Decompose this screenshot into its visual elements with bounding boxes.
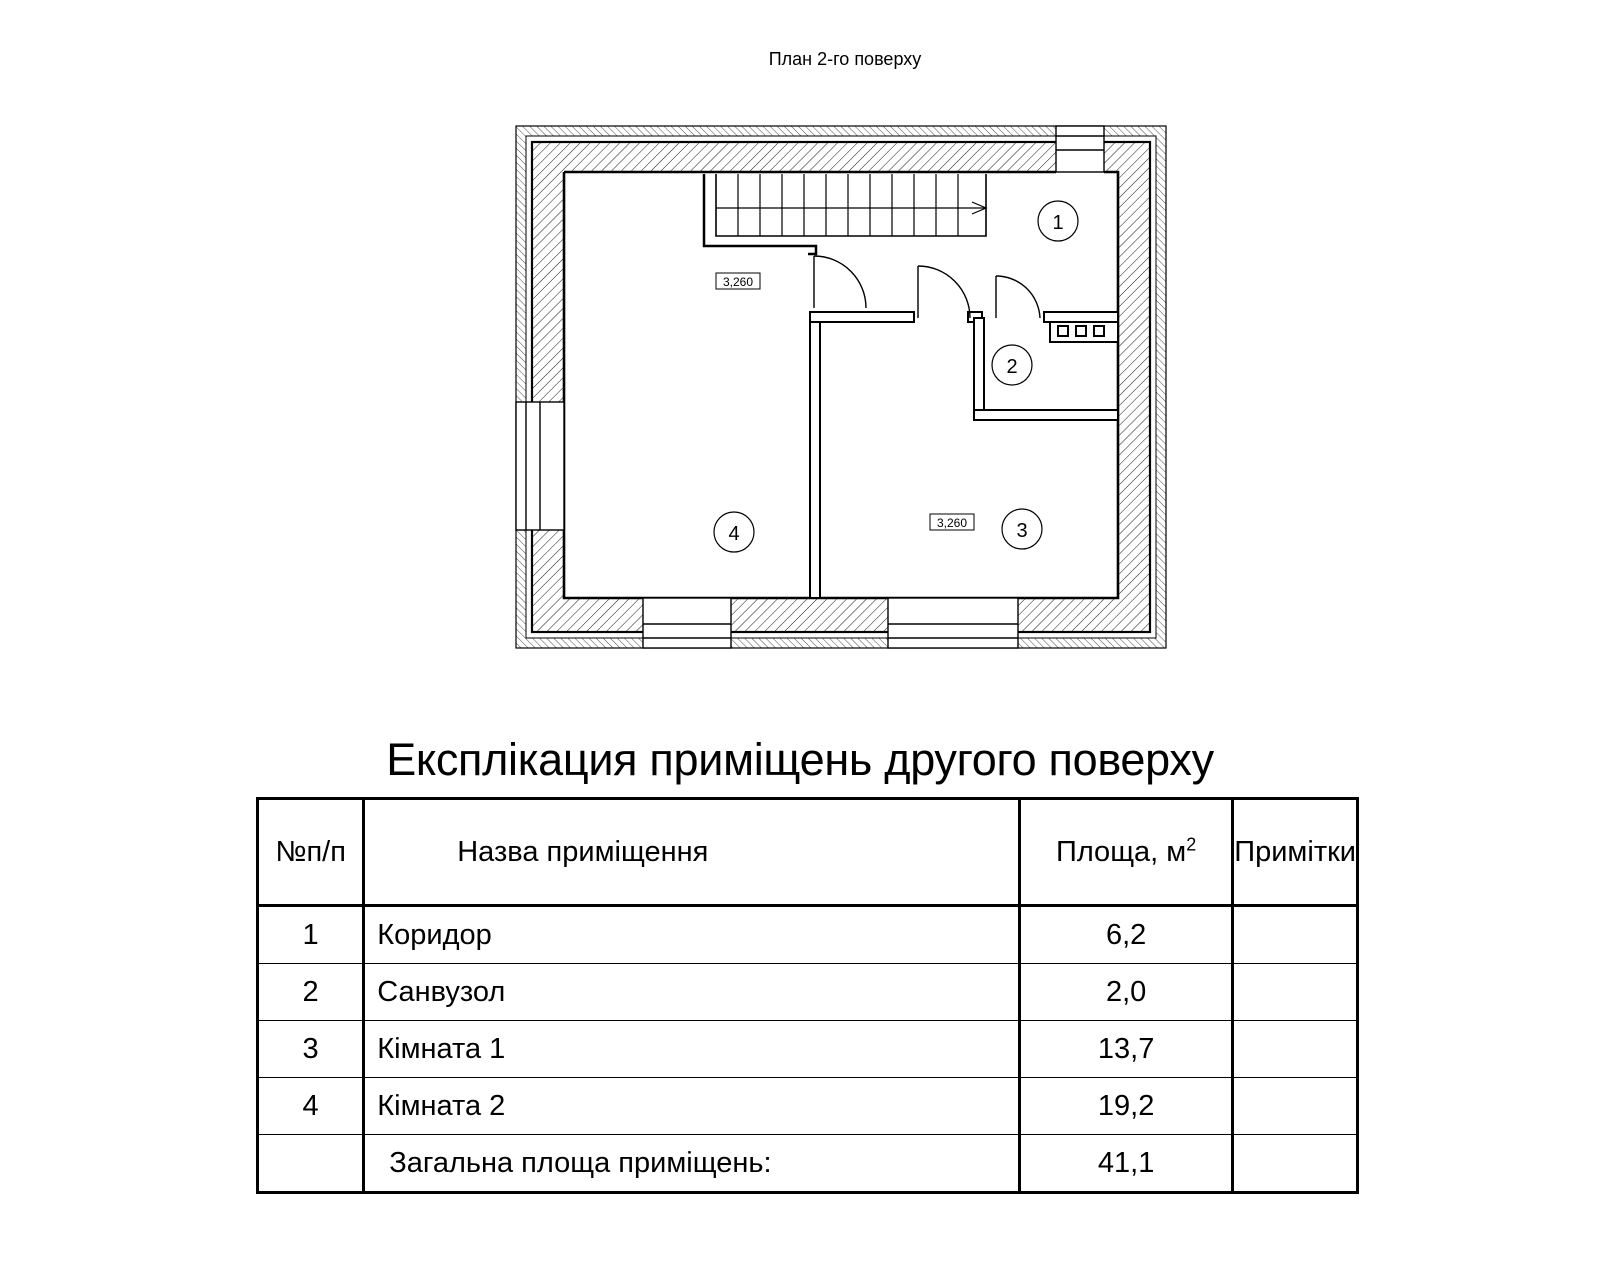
header-notes: Примітки: [1233, 799, 1358, 906]
header-area-sup: 2: [1186, 833, 1197, 854]
row-num: 1: [258, 906, 364, 964]
total-num: [258, 1135, 364, 1193]
table-row: [258, 906, 1358, 964]
room-marker-1: [1038, 201, 1078, 241]
table-total-row: [258, 1135, 1358, 1193]
row-area: 2,0: [1019, 964, 1232, 1021]
room-marker-2: [992, 345, 1032, 385]
room-marker-label: 2: [1006, 356, 1018, 378]
header-num: №п/п: [258, 799, 364, 906]
level-mark-text: 3,260: [936, 516, 968, 530]
plan-title: План 2-го поверху: [768, 49, 922, 69]
table-row: [258, 964, 1358, 1021]
vent-ducts: [1058, 326, 1104, 336]
explication-table: [256, 797, 1359, 1194]
total-area: 41,1: [1019, 1135, 1232, 1193]
table-title: Експлікация приміщень другого поверху: [386, 734, 1214, 785]
row-notes: [1233, 906, 1358, 964]
row-name: Кімната 1: [364, 1021, 1020, 1078]
row-notes: [1233, 1078, 1358, 1135]
row-notes: [1233, 1021, 1358, 1078]
room-marker-label: 4: [728, 523, 740, 545]
total-notes: [1233, 1135, 1358, 1193]
row-num: 4: [258, 1078, 364, 1135]
room-marker-3: [1002, 509, 1042, 549]
level-mark-text: 3,260: [722, 275, 754, 289]
level-mark-2: [930, 514, 974, 530]
table-row: [258, 1021, 1358, 1078]
row-area: 6,2: [1019, 906, 1232, 964]
room-marker-label: 3: [1016, 520, 1028, 542]
level-mark-1: [716, 273, 760, 289]
row-notes: [1233, 964, 1358, 1021]
room-marker-4: [714, 512, 754, 552]
room-marker-label: 1: [1052, 212, 1064, 234]
row-area: 19,2: [1019, 1078, 1232, 1135]
header-area: [1019, 799, 1232, 906]
total-label: Загальна площа приміщень:: [364, 1135, 1020, 1193]
header-name: Назва приміщення: [364, 799, 1020, 906]
header-area-text: Площа, м: [1055, 835, 1187, 868]
row-num: 2: [258, 964, 364, 1021]
row-area: 13,7: [1019, 1021, 1232, 1078]
table-row: [258, 1078, 1358, 1135]
row-name: Санвузол: [364, 964, 1020, 1021]
table-header-row: [258, 799, 1358, 906]
row-num: 3: [258, 1021, 364, 1078]
row-name: Кімната 2: [364, 1078, 1020, 1135]
row-name: Коридор: [364, 906, 1020, 964]
